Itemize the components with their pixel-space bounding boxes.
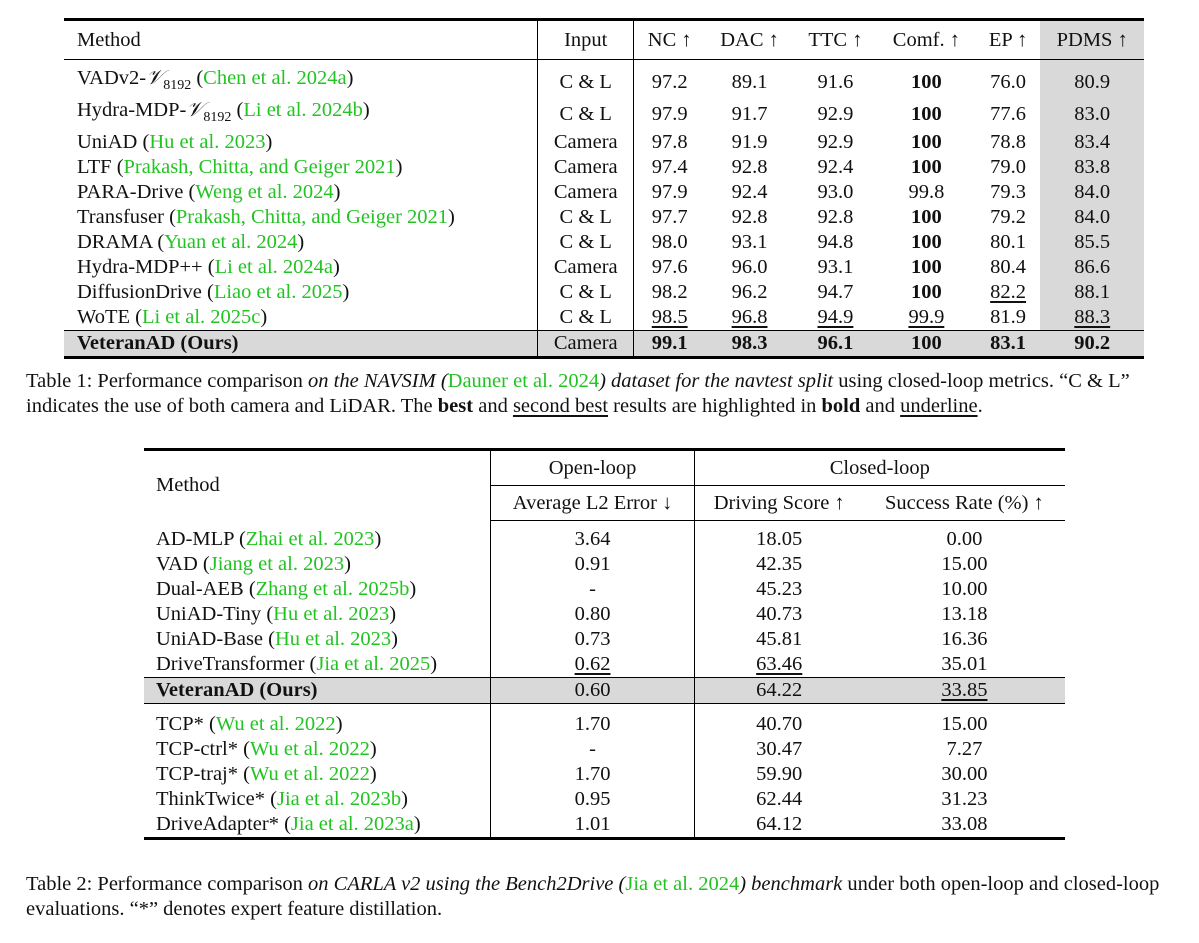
l2-cell: 0.73 [491, 627, 694, 652]
table-row [144, 812, 1065, 839]
method-cell: TCP* (Wu et al. 2022) [156, 713, 343, 735]
dac-cell: 92.8 [731, 206, 768, 229]
separator-cell [144, 704, 491, 713]
ttc-cell: 92.8 [817, 206, 854, 229]
group-separator [144, 704, 1065, 713]
pdms-cell: 84.0 [1040, 205, 1144, 230]
method-name: WoTE [77, 306, 131, 329]
t1-header-pdms: PDMS ↑ [1040, 20, 1144, 60]
ttc-cell: 93.1 [817, 256, 854, 279]
driving-score-cell: 64.12 [694, 812, 864, 839]
citation-link[interactable]: Wu et al. 2022 [249, 763, 370, 785]
caption-2-citation[interactable]: Jia et al. 2024 [625, 873, 740, 895]
pdms-cell: 88.3 [1040, 305, 1144, 331]
t1-header-method: Method [64, 20, 538, 60]
table-row [144, 521, 1065, 553]
driving-score-cell: 18.05 [694, 521, 864, 553]
nc-cell: 97.8 [634, 130, 706, 155]
caption-1-text-b: and [473, 395, 513, 417]
ttc-cell: 92.9 [817, 102, 854, 125]
pdms-cell: 83.8 [1040, 155, 1144, 180]
caption-1-underline: underline [900, 395, 978, 417]
dac-cell: 92.4 [731, 181, 768, 204]
table-row [144, 652, 1065, 678]
input-cell: C & L [538, 98, 634, 130]
t2-header-open-loop: Open-loop [491, 450, 694, 486]
l2-cell: 1.70 [491, 762, 694, 787]
table-row [144, 602, 1065, 627]
table-row [144, 552, 1065, 577]
citation-link[interactable]: Yuan et al. 2024 [164, 231, 298, 254]
citation-link[interactable]: Jia et al. 2023a [290, 813, 414, 835]
caption-1-label: Table 1: Performance comparison [26, 370, 309, 392]
citation-link[interactable]: Jiang et al. 2023 [209, 553, 345, 575]
nc-cell: 97.9 [634, 180, 706, 205]
caption-1-bold: bold [821, 395, 861, 417]
method-name: UniAD-Base [156, 628, 264, 650]
dac-cell: 91.9 [731, 131, 768, 154]
nc-cell: 97.4 [634, 155, 706, 180]
table-1-caption [26, 369, 1186, 419]
method-name: AD-MLP [156, 527, 234, 550]
table-2-caption [26, 872, 1186, 922]
t2-header-l2: Average L2 Error ↓ [491, 486, 694, 521]
method-cell: UniAD-Tiny (Hu et al. 2023) [156, 603, 397, 625]
ttc-cell: 94.9 [817, 306, 854, 329]
driving-score-cell: 59.90 [694, 762, 864, 787]
table-row [64, 331, 1144, 358]
method-cell: UniAD (Hu et al. 2023) [77, 131, 273, 154]
driving-score-cell: 40.73 [694, 602, 864, 627]
dac-cell: 92.8 [731, 156, 768, 179]
ep-cell: 81.9 [990, 306, 1027, 329]
t1-header-dac: DAC ↑ [705, 20, 794, 60]
method-cell: Hydra-MDP-𝒱$_{8192}$ (Li et al. 2024b) [77, 99, 370, 126]
caption-1-text-d: and [860, 395, 901, 417]
caption-1-italic-a: on the NAVSIM ( [308, 370, 448, 392]
method-cell: UniAD-Base (Hu et al. 2023) [156, 628, 398, 650]
ttc-cell: 92.9 [817, 131, 854, 154]
method-name: ThinkTwice* [156, 788, 266, 810]
input-cell: Camera [538, 130, 634, 155]
success-rate-cell: 33.08 [941, 813, 988, 835]
t2-header-closed-loop: Closed-loop [694, 450, 1065, 486]
ep-cell: 79.3 [990, 181, 1027, 204]
ttc-cell: 96.1 [794, 331, 877, 358]
l2-cell: 0.95 [491, 787, 694, 812]
input-cell: Camera [538, 180, 634, 205]
method-name: DriveTransformer [156, 653, 305, 675]
citation-link[interactable]: Prakash, Chitta, and Geiger 2021 [175, 206, 449, 229]
comf-cell: 100 [911, 206, 942, 229]
nc-cell: 97.2 [634, 60, 706, 99]
pdms-cell: 80.9 [1040, 60, 1144, 99]
method-cell: AD-MLP (Zhai et al. 2023) [156, 527, 382, 550]
ttc-cell: 91.6 [817, 70, 854, 93]
l2-cell: 1.01 [491, 812, 694, 839]
nc-cell: 98.5 [634, 305, 706, 331]
input-cell: Camera [538, 255, 634, 280]
dac-cell: 96.0 [731, 256, 768, 279]
t1-header-ttc: TTC ↑ [794, 20, 877, 60]
input-cell: C & L [538, 230, 634, 255]
method-cell: LTF (Prakash, Chitta, and Geiger 2021) [77, 156, 403, 179]
table-row [144, 577, 1065, 602]
success-rate-cell: 31.23 [941, 788, 988, 810]
pdms-cell: 84.0 [1040, 180, 1144, 205]
method-cell: DiffusionDrive (Liao et al. 2025) [77, 281, 350, 304]
separator-cell [491, 704, 694, 713]
method-subscript: 8192 [163, 78, 192, 94]
success-rate-cell: 30.00 [941, 763, 988, 785]
caption-2-label: Table 2: Performance comparison [26, 873, 309, 895]
method-name: Dual-AEB [156, 578, 244, 600]
table-row [144, 678, 1065, 704]
method-cell: DriveTransformer (Jia et al. 2025) [156, 653, 438, 675]
citation-link[interactable]: Zhang et al. 2025b [255, 578, 410, 600]
pdms-cell: 86.6 [1040, 255, 1144, 280]
separator-cell [864, 704, 1065, 713]
success-rate-cell: 35.01 [941, 653, 988, 675]
table-row [64, 60, 1144, 99]
caption-2-italic-b: ) benchmark [739, 873, 843, 895]
citation-link[interactable]: Hu et al. 2023 [149, 131, 266, 154]
l2-cell: - [491, 737, 694, 762]
ep-cell: 76.0 [990, 70, 1027, 93]
citation-link[interactable]: Chen et al. 2024a [203, 67, 347, 89]
table-2 [144, 448, 1065, 840]
comf-cell: 99.9 [908, 306, 945, 329]
citation-link[interactable]: Li et al. 2024b [243, 99, 363, 122]
nc-cell: 98.0 [634, 230, 706, 255]
dac-cell: 91.7 [731, 102, 768, 125]
ep-cell: 83.1 [976, 331, 1041, 358]
t1-header-input: Input [538, 20, 634, 60]
l2-cell: 3.64 [491, 521, 694, 553]
success-rate-cell: 15.00 [941, 553, 988, 575]
driving-score-cell: 45.23 [694, 577, 864, 602]
nc-cell: 99.1 [634, 331, 706, 358]
table-row [64, 180, 1144, 205]
method-cell: Hydra-MDP++ (Li et al. 2024a) [77, 256, 340, 279]
method-name: Transfuser [77, 206, 164, 229]
citation-link[interactable]: Jia et al. 2023b [276, 788, 402, 810]
pdms-cell: 85.5 [1040, 230, 1144, 255]
table-row [144, 787, 1065, 812]
nc-cell: 97.9 [634, 98, 706, 130]
method-name: UniAD [77, 131, 138, 154]
comf-cell: 99.8 [908, 181, 945, 204]
l2-cell: 0.62 [491, 652, 694, 678]
method-name: LTF [77, 156, 112, 179]
dac-cell: 93.1 [731, 231, 768, 254]
input-cell: C & L [538, 280, 634, 305]
caption-2-text-a: under both open-loop and closed-loop evaluations. “*” denotes expert feature distillation. [26, 873, 1160, 920]
method-cell: VAD (Jiang et al. 2023) [156, 553, 351, 575]
input-cell: C & L [538, 205, 634, 230]
driving-score-cell: 40.70 [694, 712, 864, 737]
method-name: UniAD-Tiny [156, 603, 262, 625]
method-name: VeteranAD (Ours) [156, 679, 318, 701]
comf-cell: 100 [911, 281, 942, 304]
success-rate-cell: 33.85 [864, 678, 1065, 704]
method-cell [64, 331, 538, 358]
table-row [64, 305, 1144, 331]
caption-1-text-e: . [977, 395, 983, 417]
method-cell: DriveAdapter* (Jia et al. 2023a) [156, 813, 421, 835]
method-name: TCP-ctrl* [156, 738, 238, 760]
ttc-cell: 94.8 [817, 231, 854, 254]
citation-link[interactable]: Weng et al. 2024 [195, 181, 334, 204]
ep-cell: 80.1 [990, 231, 1027, 254]
caption-1-best: best [437, 395, 474, 417]
table-row [144, 627, 1065, 652]
method-symbol: 𝒱 [146, 67, 164, 89]
citation-link[interactable]: Li et al. 2024a [214, 256, 333, 279]
comf-cell: 100 [911, 131, 942, 154]
ep-cell: 79.0 [990, 156, 1027, 179]
table-1-grid [64, 18, 1144, 359]
comf-cell: 100 [911, 102, 942, 125]
method-name: Hydra-MDP++ [77, 256, 203, 279]
table-row [64, 205, 1144, 230]
method-name: TCP* [156, 713, 204, 735]
ttc-cell: 92.4 [817, 156, 854, 179]
l2-cell: 0.60 [491, 678, 694, 704]
citation-link[interactable]: Liao et al. 2025 [213, 281, 343, 304]
table-row [144, 712, 1065, 737]
table-row [64, 155, 1144, 180]
table-1 [64, 18, 1144, 359]
citation-link[interactable]: Wu et al. 2022 [249, 738, 370, 760]
method-cell: Dual-AEB (Zhang et al. 2025b) [156, 578, 417, 600]
input-cell: Camera [538, 331, 634, 358]
comf-cell: 100 [911, 256, 942, 279]
dac-cell: 98.3 [705, 331, 794, 358]
method-name: DriveAdapter* [156, 813, 279, 835]
nc-cell: 98.2 [634, 280, 706, 305]
comf-cell: 100 [911, 70, 942, 93]
method-cell: TCP-traj* (Wu et al. 2022) [156, 763, 377, 785]
pdms-cell: 83.4 [1040, 130, 1144, 155]
method-name: Hydra-MDP- [77, 99, 187, 122]
caption-1-text-c: results are highlighted in [608, 395, 822, 417]
method-cell: ThinkTwice* (Jia et al. 2023b) [156, 788, 408, 810]
driving-score-cell: 45.81 [694, 627, 864, 652]
ttc-cell: 93.0 [817, 181, 854, 204]
citation-link[interactable]: Wu et al. 2022 [215, 713, 336, 735]
driving-score-cell: 64.22 [694, 678, 864, 704]
l2-cell: 0.91 [491, 552, 694, 577]
ep-cell: 82.2 [990, 281, 1027, 304]
method-name: VADv2- [77, 67, 147, 89]
dac-cell: 96.8 [731, 306, 768, 329]
success-rate-cell: 0.00 [946, 528, 983, 550]
pdms-cell: 83.0 [1040, 98, 1144, 130]
method-cell: DRAMA (Yuan et al. 2024) [77, 231, 305, 254]
comf-cell: 100 [877, 331, 976, 358]
input-cell: C & L [538, 60, 634, 99]
method-name: VAD [156, 553, 198, 575]
ep-cell: 77.6 [990, 102, 1027, 125]
method-cell: VADv2-𝒱$_{8192}$ (Chen et al. 2024a) [77, 67, 354, 94]
success-rate-cell: 13.18 [941, 603, 988, 625]
citation-link[interactable]: Zhai et al. 2023 [245, 527, 375, 550]
caption-1-italic-b: ) dataset for the navtest split [599, 370, 834, 392]
l2-cell: 0.80 [491, 602, 694, 627]
nc-cell: 97.6 [634, 255, 706, 280]
dac-cell: 89.1 [731, 70, 768, 93]
method-name: PARA-Drive [77, 181, 184, 204]
driving-score-cell: 42.35 [694, 552, 864, 577]
method-name: VeteranAD (Ours) [77, 332, 239, 355]
method-cell: TCP-ctrl* (Wu et al. 2022) [156, 738, 377, 760]
citation-link[interactable]: Prakash, Chitta, and Geiger 2021 [123, 156, 396, 179]
t1-header-ep: EP ↑ [976, 20, 1041, 60]
caption-1-citation[interactable]: Dauner et al. 2024 [447, 370, 600, 392]
comf-cell: 100 [911, 231, 942, 254]
ep-cell: 80.4 [990, 256, 1027, 279]
table-row [64, 280, 1144, 305]
citation-link[interactable]: Jia et al. 2025 [316, 653, 431, 675]
pdms-cell: 88.1 [1040, 280, 1144, 305]
t2-header-driving-score: Driving Score ↑ [694, 486, 864, 521]
method-name: DiffusionDrive [77, 281, 202, 304]
t1-header-comf: Comf. ↑ [877, 20, 976, 60]
success-rate-cell: 7.27 [946, 738, 983, 760]
table-row [64, 98, 1144, 130]
dac-cell: 96.2 [731, 281, 768, 304]
caption-2-italic-a: on CARLA v2 using the Bench2Drive ( [308, 873, 626, 895]
driving-score-cell: 30.47 [694, 737, 864, 762]
success-rate-cell: 10.00 [941, 578, 988, 600]
table-row [64, 230, 1144, 255]
table-row [64, 255, 1144, 280]
method-cell: WoTE (Li et al. 2025c) [77, 306, 268, 329]
pdms-cell: 90.2 [1040, 331, 1144, 358]
method-name: DRAMA [77, 231, 153, 254]
table-row [144, 737, 1065, 762]
method-cell: PARA-Drive (Weng et al. 2024) [77, 181, 341, 204]
comf-cell: 100 [911, 156, 942, 179]
table-row [144, 762, 1065, 787]
citation-link[interactable]: Hu et al. 2023 [275, 628, 392, 650]
t1-header-nc: NC ↑ [634, 20, 706, 60]
citation-link[interactable]: Hu et al. 2023 [273, 603, 390, 625]
caption-1-second-best: second best [512, 395, 609, 417]
caption-1-text-a: using closed-loop metrics. “C & L” indicates the use of both camera and LiDAR. The [26, 370, 1130, 417]
l2-cell: 1.70 [491, 712, 694, 737]
table-row [64, 130, 1144, 155]
driving-score-cell: 63.46 [694, 652, 864, 678]
ep-cell: 79.2 [990, 206, 1027, 229]
ttc-cell: 94.7 [817, 281, 854, 304]
ep-cell: 78.8 [990, 131, 1027, 154]
nc-cell: 97.7 [634, 205, 706, 230]
method-name: TCP-traj* [156, 763, 238, 785]
t2-header-method: Method [156, 474, 220, 497]
input-cell: Camera [538, 155, 634, 180]
success-rate-cell: 15.00 [941, 713, 988, 735]
input-cell: C & L [538, 305, 634, 331]
method-subscript: 8192 [203, 110, 232, 126]
success-rate-cell: 16.36 [941, 628, 988, 650]
separator-cell [694, 704, 864, 713]
citation-link[interactable]: Li et al. 2025c [141, 306, 261, 329]
method-cell [144, 678, 491, 704]
driving-score-cell: 62.44 [694, 787, 864, 812]
table-2-grid [144, 448, 1065, 840]
method-cell: Transfuser (Prakash, Chitta, and Geiger 2021) [77, 206, 455, 229]
t2-header-success-rate: Success Rate (%) ↑ [864, 486, 1065, 521]
method-symbol: 𝒱 [186, 99, 204, 122]
l2-cell: - [491, 577, 694, 602]
